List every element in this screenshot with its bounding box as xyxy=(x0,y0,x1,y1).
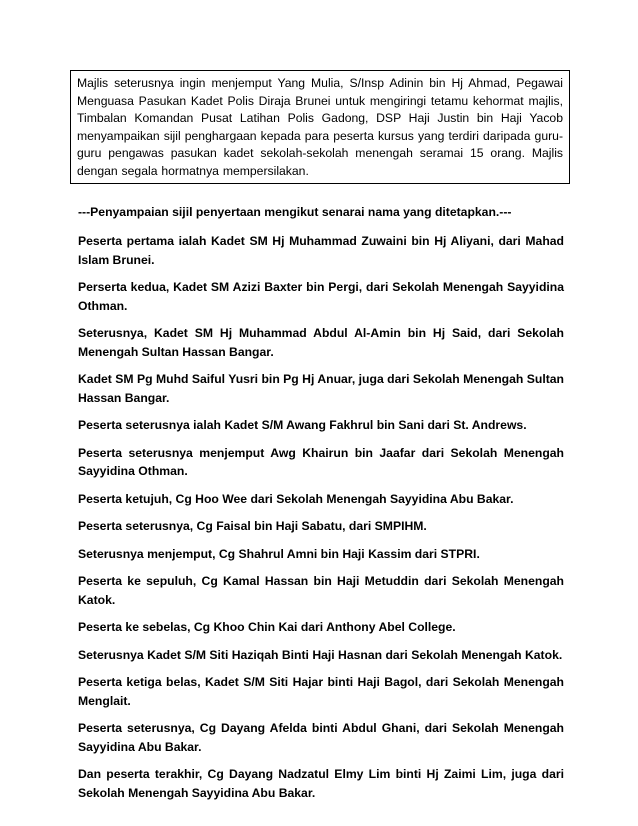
list-item: Peserta ketujuh, Cg Hoo Wee dari Sekolah Menengah Sayyidina Abu Bakar. xyxy=(78,491,514,506)
list-item: Peserta seterusnya, Cg Dayang Afelda binti Abdul Ghani, dari Sekolah Menengah Sayyidina Abu Bakar. xyxy=(78,721,564,754)
list-heading: ---Penyampaian sijil penyertaan mengikut senarai nama yang ditetapkan.--- xyxy=(78,205,512,219)
intro-paragraph: Majlis seterusnya ingin menjemput Yang Mulia, S/Insp Adinin bin Hj Ahmad, Pegawai Menguasa Pasukan Kadet Polis Diraja Brunei untuk mengiringi tetamu kehormat majlis, Timbalan Komandan Pusat Latihan Polis Gadong, DSP Haji Justin bin Haji Yacob menyampaikan sijil penghargaan kepada para peserta kursus yang terdiri daripada guru-guru pengawas pasukan kadet sekolah-sekolah menengah seramai 15 orang. Majlis dengan segala hormatnya mempersilakan. xyxy=(77,76,563,178)
list-item: Peserta seterusnya menjemput Awg Khairun bin Jaafar dari Sekolah Menengah Sayyidina Othman. xyxy=(78,445,564,478)
list-item: Peserta seterusnya, Cg Faisal bin Haji Sabatu, dari SMPIHM. xyxy=(78,519,427,533)
list-item: Perserta kedua, Kadet SM Azizi Baxter bin Pergi, dari Sekolah Menengah Sayyidina Othman. xyxy=(78,280,564,313)
participant-list-section xyxy=(78,204,564,811)
list-item: Peserta ke sebelas, Cg Khoo Chin Kai dari Anthony Abel College. xyxy=(78,620,456,634)
list-item: Kadet SM Pg Muhd Saiful Yusri bin Pg Hj Anuar, juga dari Sekolah Menengah Sultan Hassan Bangar. xyxy=(78,372,564,405)
list-item: Peserta pertama ialah Kadet SM Hj Muhammad Zuwaini bin Hj Aliyani, dari Mahad Islam Brunei. xyxy=(78,234,564,267)
list-item: Peserta ke sepuluh, Cg Kamal Hassan bin Haji Metuddin dari Sekolah Menengah Katok. xyxy=(78,574,564,607)
list-item: Seterusnya, Kadet SM Hj Muhammad Abdul Al-Amin bin Hj Said, dari Sekolah Menengah Sultan Hassan Bangar. xyxy=(78,326,564,359)
intro-box xyxy=(70,70,570,184)
list-item: Seterusnya Kadet S/M Siti Haziqah Binti Haji Hasnan dari Sekolah Menengah Katok. xyxy=(78,647,563,662)
list-item: Seterusnya menjemput, Cg Shahrul Amni bin Haji Kassim dari STPRI. xyxy=(78,546,480,561)
list-item: Peserta seterusnya ialah Kadet S/M Awang Fakhrul bin Sani dari St. Andrews. xyxy=(78,418,527,432)
list-item: Peserta ketiga belas, Kadet S/M Siti Hajar binti Haji Bagol, dari Sekolah Menengah Menglait. xyxy=(78,675,564,708)
list-item: Dan peserta terakhir, Cg Dayang Nadzatul Elmy Lim binti Hj Zaimi Lim, juga dari Sekolah Menengah Sayyidina Abu Bakar. xyxy=(78,767,564,800)
